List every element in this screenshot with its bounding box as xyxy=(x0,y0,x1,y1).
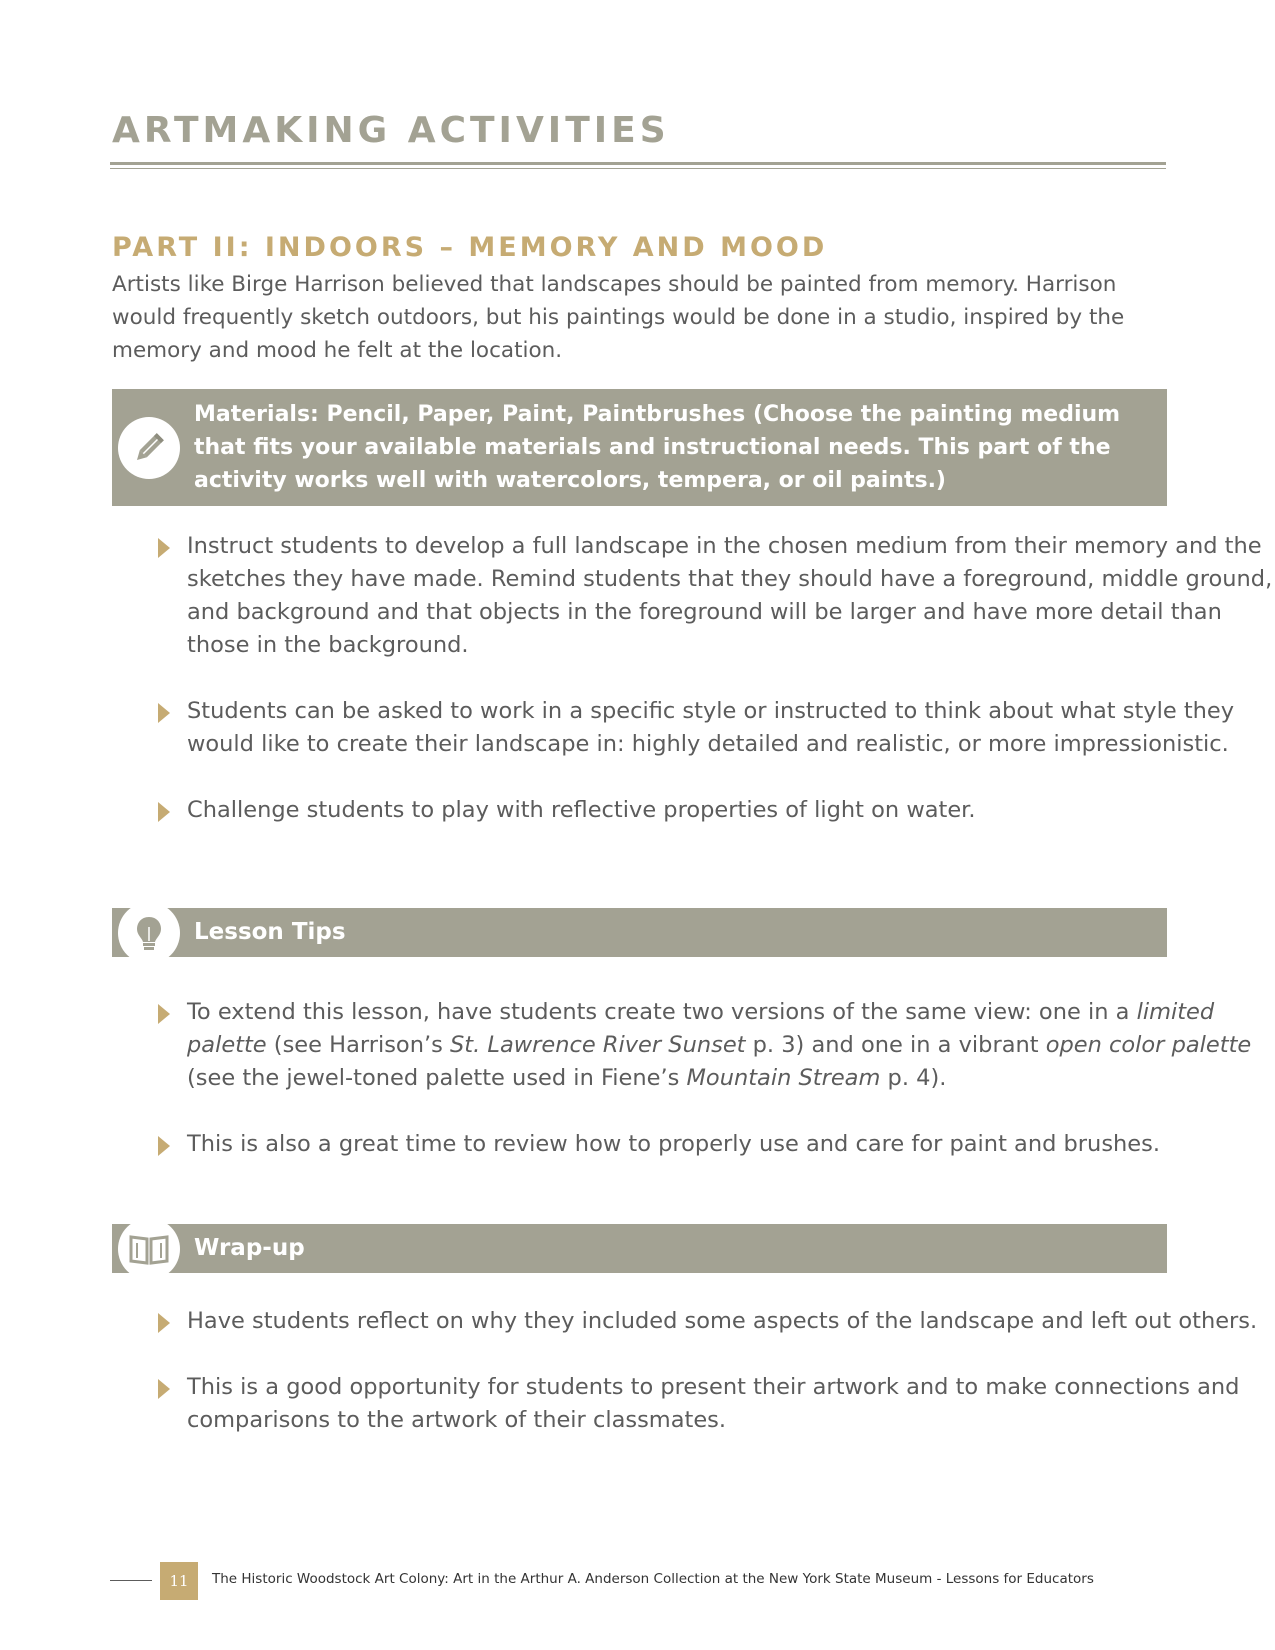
page-title: ARTMAKING ACTIVITIES xyxy=(112,110,670,151)
book-icon xyxy=(118,1218,180,1280)
bullet-text: This is also a great time to review how to properly use and care for paint and brushes. xyxy=(187,1131,1161,1157)
title-rule-thick xyxy=(110,162,1166,165)
triangle-bullet-icon xyxy=(158,1379,170,1399)
materials-bar xyxy=(112,389,1167,506)
bullet-text: Instruct students to develop a full landscape in the chosen medium from their memory and the sketches they have made. Remind students that they should have a foreground, middle ground, and background and that objects in the foreground will be larger and have more detail than those in the background. xyxy=(187,533,1273,658)
bullet-text: To extend this lesson, have students create two versions of the same view: one in a limited palette (see Harrison’s St. Lawrence River Sunset p. 3) and one in a vibrant open color palette (see the jewel-toned palette used in Fiene’s Mountain Stream p. 4). xyxy=(187,999,1252,1091)
list-item xyxy=(152,1305,1275,1338)
triangle-bullet-icon xyxy=(158,1004,170,1024)
section-title: PART II: INDOORS – MEMORY AND MOOD xyxy=(112,232,828,263)
triangle-bullet-icon xyxy=(158,1136,170,1156)
bullet-text: Students can be asked to work in a specific style or instructed to think about what style they would like to create their landscape in: highly detailed and realistic, or more impressionistic. xyxy=(187,698,1235,757)
tips-bullet-list xyxy=(152,996,1275,1161)
bullet-text: Challenge students to play with reflective properties of light on water. xyxy=(187,797,976,823)
list-item xyxy=(152,695,1275,761)
materials-text: Materials: Pencil, Paper, Paint, Paintbrushes (Choose the painting medium that fits your available materials and instructional needs. This part of the activity works well with watercolors, tempera, or oil paints.) xyxy=(194,402,1121,493)
list-item xyxy=(152,530,1275,662)
page-number: 11 xyxy=(160,1562,198,1600)
triangle-bullet-icon xyxy=(158,1313,170,1333)
triangle-bullet-icon xyxy=(158,538,170,558)
title-rule-thin xyxy=(110,168,1166,169)
lesson-tips-label: Lesson Tips xyxy=(194,919,346,945)
list-item xyxy=(152,1371,1275,1437)
list-item xyxy=(152,794,1275,827)
footer-rule xyxy=(110,1580,152,1581)
footer-text: The Historic Woodstock Art Colony: Art in the Arthur A. Anderson Collection at the New York State Museum - Lessons for Educators xyxy=(212,1571,1094,1587)
wrapup-label: Wrap-up xyxy=(194,1235,305,1261)
lesson-tips-bar xyxy=(112,908,1167,957)
bullet-text: Have students reflect on why they included some aspects of the landscape and left out others. xyxy=(187,1308,1258,1334)
wrapup-bullet-list xyxy=(152,1305,1275,1437)
list-item xyxy=(152,1128,1275,1161)
list-item xyxy=(152,996,1275,1095)
activity-bullet-list xyxy=(152,530,1275,827)
wrapup-bar xyxy=(112,1224,1167,1273)
pencil-icon xyxy=(118,417,180,479)
bullet-text: This is a good opportunity for students to present their artwork and to make connections and comparisons to the artwork of their classmates. xyxy=(187,1374,1240,1433)
section-intro: Artists like Birge Harrison believed that landscapes should be painted from memory. Harrison would frequently sketch outdoors, but his paintings would be done in a studio, inspired by the memory and mood he felt at the location. xyxy=(112,272,1125,363)
lightbulb-icon xyxy=(118,902,180,964)
triangle-bullet-icon xyxy=(158,703,170,723)
triangle-bullet-icon xyxy=(158,802,170,822)
